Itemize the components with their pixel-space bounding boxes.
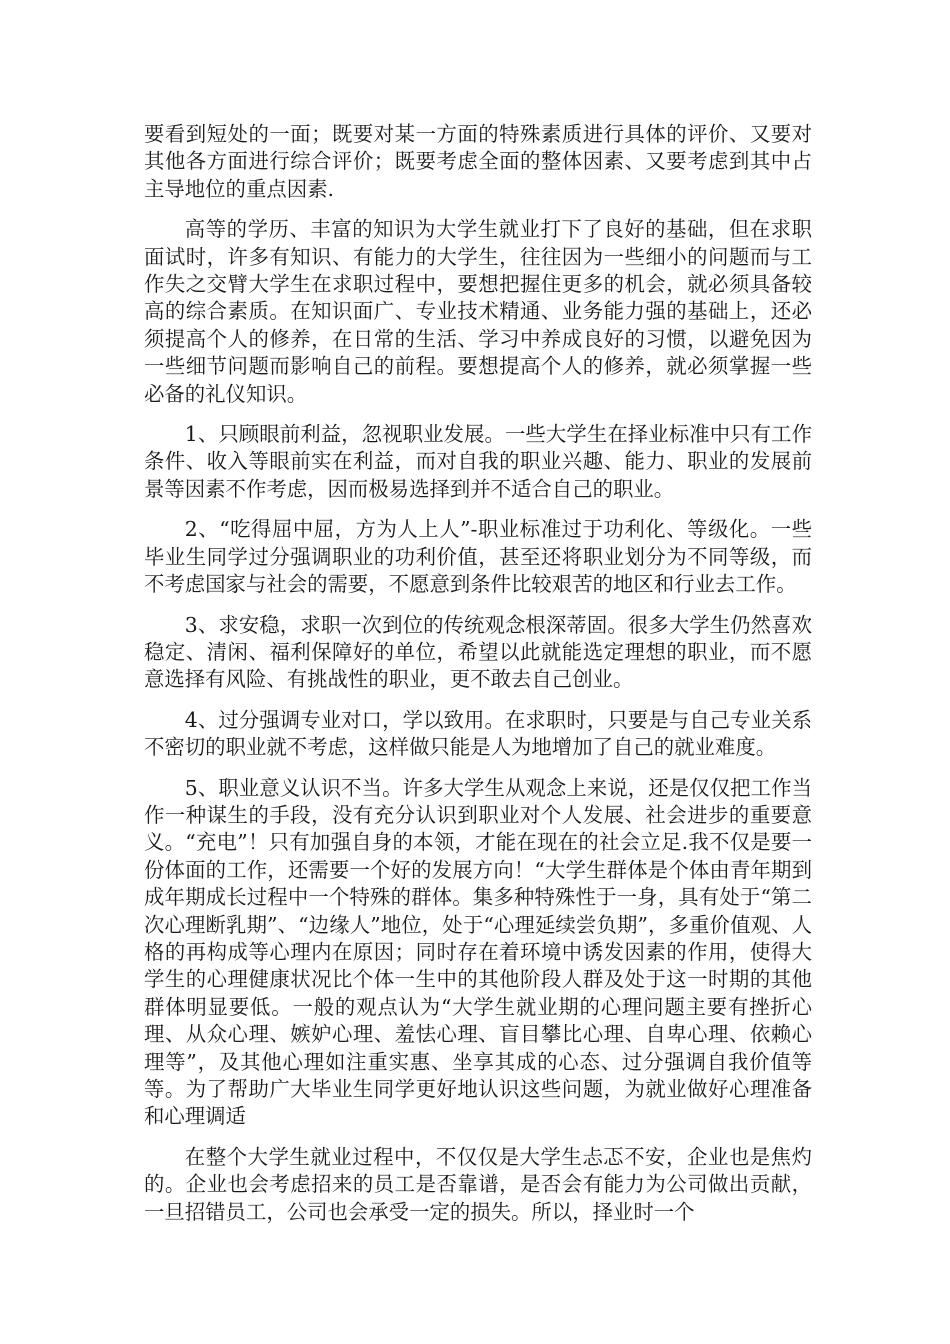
paragraph-enterprise: 在整个大学生就业过程中，不仅仅是大学生忐忑不安，企业也是焦灼的。企业也会考虑招来的员工是否靠谱，是否会有能力为公司做出贡献，一旦招错员工，公司也会承受一定的损失。所以，择业时一个 xyxy=(144,1144,812,1224)
paragraph-item-1: 1、只顾眼前利益，忽视职业发展。一些大学生在择业标准中只有工作条件、收入等眼前实在利益，而对自我的职业兴趣、能力、职业的发展前景等因素不作考虑，因而极易选择到并不适合自己的职业。 xyxy=(144,422,812,501)
paragraph-item-3: 3、求安稳，求职一次到位的传统观念根深蒂固。很多大学生仍然喜欢稳定、清闲、福利保障好的单位，希望以此就能选定理想的职业，而不愿意选择有风险、有挑战性的职业，更不敢去自己创业。 xyxy=(144,612,812,692)
paragraph-continuation: 要看到短处的一面；既要对某一方面的特殊素质进行具体的评价、又要对其他各方面进行综合评价；既要考虑全面的整体因素、又要考虑到其中占主导地位的重点因素. xyxy=(144,122,812,201)
paragraph-item-2: 2、“吃得屈中屈，方为人上人”-职业标准过于功利化、等级化。一些毕业生同学过分强调职业的功利价值，甚至还将职业划分为不同等级，而不考虑国家与社会的需要，不愿意到条件比较艰苦的地区和行业去工作。 xyxy=(144,517,812,597)
document-body xyxy=(144,121,812,1239)
paragraph-item-5: 5、职业意义认识不当。许多大学生从观念上来说，还是仅仅把工作当作一种谋生的手段，没有充分认识到职业对个人发展、社会进步的重要意义。“充电”！只有加强自身的本领，才能在现在的社会立足.我不仅是要一份体面的工作，还需要一个好的发展方向！“大学生群体是个体由青年期到成年期成长过程中一个特殊的群体。集多种特殊性于一身，具有处于“第二次心理断乳期”、“边缘人”地位，处于“心理延续尝负期”，多重价值观、人格的再构成等心理内在原因；同时存在着环境中诱发因素的作用，使得大学生的心理健康状况比个体一生中的其他阶段人群及处于这一时期的其他群体明显要低。一般的观点认为“大学生就业期的心理问题主要有挫折心理、从众心理、嫉妒心理、羞怯心理、盲目攀比心理、自卑心理、依赖心理等”，及其他心理如注重实惠、坐享其成的心态、过分强调自我价值等等。为了帮助广大毕业生同学更好地认识这些问题，为就业做好心理准备和心理调适 xyxy=(144,775,812,1129)
paragraph-item-4: 4、过分强调专业对口，学以致用。在求职时，只要是与自己专业关系不密切的职业就不考虑，这样做只能是人为地增加了自己的就业难度。 xyxy=(144,707,812,760)
paragraph-education: 高等的学历、丰富的知识为大学生就业打下了良好的基础，但在求职面试时，许多有知识、有能力的大学生，往往因为一些细小的问题而与工作失之交臂大学生在求职过程中，要想把握住更多的机会，就必须具备较高的综合素质。在知识面广、专业技术精通、业务能力强的基础上，还必须提高个人的修养，在日常的生活、学习中养成良好的习惯，以避免因为一些细节问题而影响自己的前程。要想提高个人的修养，就必须掌握一些必备的礼仪知识。 xyxy=(144,217,812,406)
